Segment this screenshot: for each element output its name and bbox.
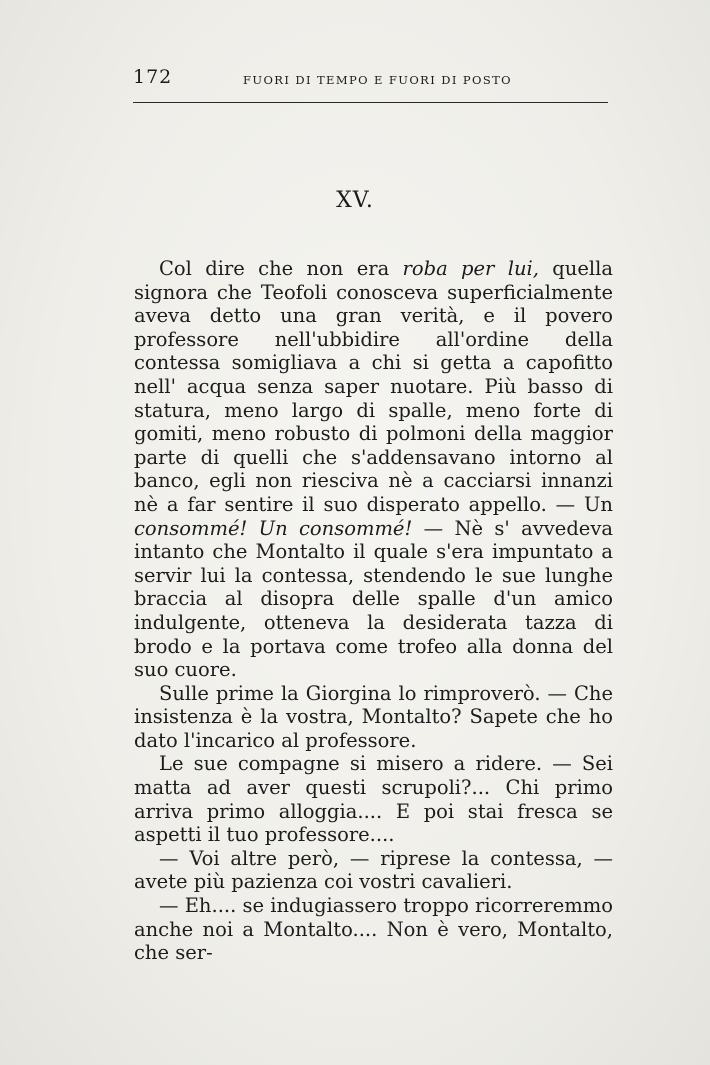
running-title: FUORI DI TEMPO E FUORI DI POSTO xyxy=(243,73,513,87)
paragraph-5: — Eh.... se indugiassero troppo ricorreremmo anche noi a Montalto.... Non è vero, Montalto, che ser- xyxy=(134,894,614,965)
chapter-number: XV. xyxy=(336,188,374,213)
paragraph-4: — Voi altre però, — riprese la contessa, — avete più pazienza coi vostri cavalieri. xyxy=(134,846,613,894)
paragraph-1-text-c: — Nè s' avvedeva intanto che Montalto il quale s'era impuntato a servir lui la contessa, stendendo le sue lunghe braccia al disopra delle spalle d'un amico indulgente, otteneva la desiderata tazza di brodo e la portava come trofeo alla donna del suo cuore. xyxy=(134,516,613,682)
header-rule xyxy=(133,102,608,103)
paragraph-2: Sulle prime la Giorgina lo rimproverò. — Che insistenza è la vostra, Montalto? Sapete che ho dato l'incarico al professore. xyxy=(134,681,613,752)
paragraph-1-italic-b: consommé! Un consommé! xyxy=(134,516,413,540)
body-text xyxy=(134,257,613,965)
paragraph-1-text-b: quella signora che Teofoli conosceva superficialmente aveva detto una gran verità, e il povero professore nell'ubbidire all'ordine della contessa somigliava a chi si getta a capofitto nell' acqua senza saper nuotare. Più basso di statura, meno largo di spalle, meno forte di gomiti, meno robusto di polmoni della maggior parte di quelli che s'addensavano intorno al banco, egli non riesciva nè a cacciarsi innanzi nè a far sentire il suo disperato appello. — Un xyxy=(134,257,613,516)
paragraph-1-text-a: Col dire che non era xyxy=(159,257,403,280)
paragraph-1-italic-a: roba per lui, xyxy=(402,257,539,280)
paragraph-1 xyxy=(134,257,613,682)
page-header xyxy=(133,66,608,88)
paragraph-3: Le sue compagne si misero a ridere. — Sei matta ad aver questi scrupoli?... Chi primo arriva primo alloggia.... E poi stai fresca se aspetti il tuo professore.... xyxy=(134,752,613,847)
page-number: 172 xyxy=(133,66,173,88)
